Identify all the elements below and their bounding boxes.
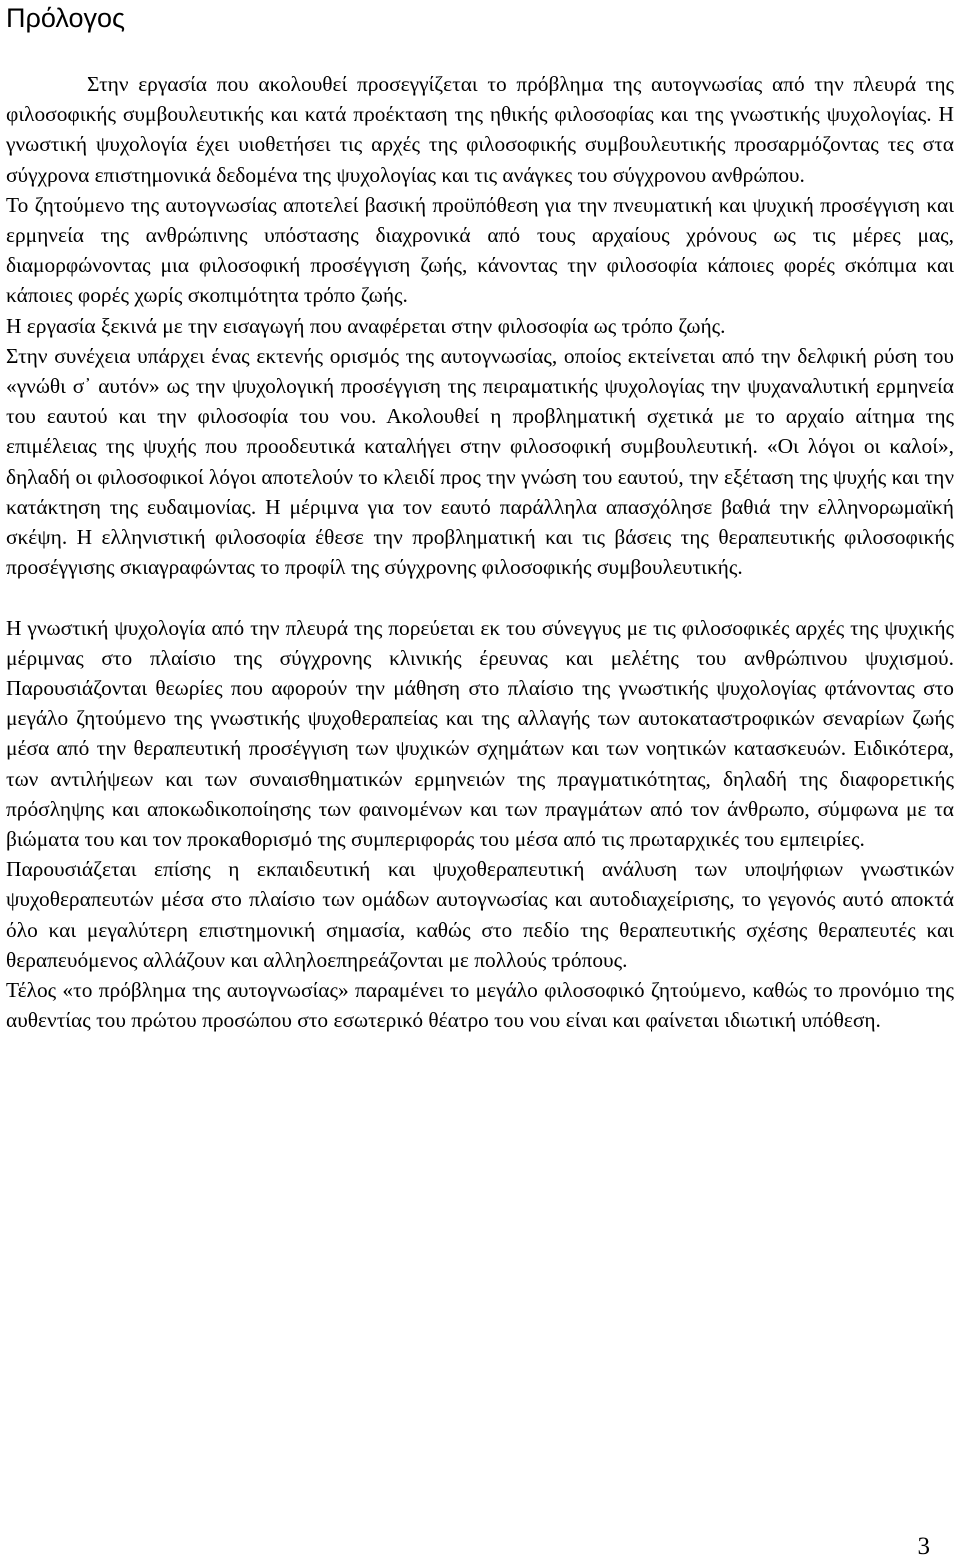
paragraph-definition: Στην συνέχεια υπάρχει ένας εκτενής ορισμός της αυτογνωσίας, οποίος εκτείνεται από την δελφική ρύση του «γνώθι σ᾽ αυτόν» ως την ψυχολογική προσέγγιση της πειραματικής ψυχολογίας την ψυχαναλυτική ερμηνεία του εαυτού και την φιλοσοφία του νου. Ακολουθεί η προβληματική σχετικά με το αρχαίο αίτημα της επιμέλειας της ψυχής που προοδευτικά καταλήγει στην φιλοσοφική συμβουλευτική. «Οι λόγοι οι καλοί», δηλαδή οι φιλοσοφικοί λόγοι αποτελούν το κλειδί προς την γνώση του εαυτού, την εξέταση της ψυχής και την κατάκτηση της ευδαιμονίας. Η μέριμνα για τον εαυτό παράλληλα απασχόλησε βαθιά την ελληνορωμαϊκή σκέψη. Η ελληνιστική φιλοσοφία έθεσε την προβληματική και τις βάσεις της θεραπευτικής φιλοσοφικής προσέγγισης σκιαγραφώντας το προφίλ της σύγχρονης φιλοσοφικής συμβουλευτικής.: [6, 343, 954, 580]
paragraph-introduction-note: Η εργασία ξεκινά με την εισαγωγή που αναφέρεται στην φιλοσοφία ως τρόπο ζωής.: [6, 313, 726, 338]
paragraph-intro: Στην εργασία που ακολουθεί προσεγγίζεται το πρόβλημα της αυτογνωσίας από την πλευρά της φιλοσοφικής συμβουλευτικής και κατά προέκταση της ηθικής φιλοσοφίας και της γνωστικής ψυχολογίας. Η γνωστική ψυχολογία έχει υιοθετήσει τις αρχές της φιλοσοφικής συμβουλευτικής προσαρμόζοντας τες στα σύγχρονα επιστημονικά δεδομένα της ψυχολογίας και τις ανάγκες του σύγχρονου ανθρώπου.: [6, 72, 954, 187]
paragraph-training: Παρουσιάζεται επίσης η εκπαιδευτική και ψυχοθεραπευτική ανάλυση των υποψήφιων γνωστικών ψυχοθεραπευτών μέσα στο πλαίσιο των ομάδων αυτογνωσίας και αυτοδιαχείρισης, το γεγονός αυτό αποκτά όλο και μεγαλύτερη επιστημονική σημασία, καθώς στο πεδίο της θεραπευτικής σχέσης θεραπευτές και θεραπευόμενος αλλάζουν και αλληλοεπηρεάζονται με πολλούς τρόπους.: [6, 857, 954, 972]
spacer: [6, 35, 954, 69]
document-body: [6, 69, 954, 1035]
paragraph-gap: [6, 582, 954, 612]
paragraph-cognitive-psychology: Η γνωστική ψυχολογία από την πλευρά της πορεύεται εκ του σύνεγγυς με τις φιλοσοφικές αρχές της ψυχικής μέριμνας στο πλαίσιο της σύγχρονης κλινικής έρευνας και μελέτης του ανθρώπινου ψυχισμού. Παρουσιάζονται θεωρίες που αφορούν την μάθηση στο πλαίσιο της γνωστικής ψυχολογίας φτάνοντας στο μεγάλο ζητούμενο της γνωστικής ψυχοθεραπείας και της αλλαγής των αυτοκαταστροφικών σεναρίων ζωής μέσα από την θεραπευτική προσέγγιση των ψυχικών σχημάτων και των νοητικών κατασκευών. Ειδικότερα, των αντιλήψεων και των συναισθηματικών ερμηνειών της πραγματικότητας, δηλαδή της διαφορετικής πρόσληψης και αποκωδικοποίησης των φαινομένων και των πραγμάτων από τον άνθρωπο, σύμφωνα με τα βιώματα του και τον προκαθορισμό της συμπεριφοράς του μέσα από τις πρωταρχικές του εμπειρίες.: [6, 615, 954, 852]
page-title: Πρόλογος: [6, 3, 125, 33]
document-page: [6, 0, 954, 1035]
paragraph-self-knowledge: Το ζητούμενο της αυτογνωσίας αποτελεί βασική προϋπόθεση για την πνευματική και ψυχική προσέγγιση και ερμηνεία της ανθρώπινης υπόστασης διαχρονικά από τους αρχαίους χρόνους ως τις μέρες μας, διαμορφώνοντας μια φιλοσοφική προσέγγιση ζωής, κάνοντας την φιλοσοφία κάποιες φορές σκόπιμα και κάποιες φορές χωρίς σκοπιμότητα τρόπο ζωής.: [6, 192, 954, 308]
page-number: 3: [917, 1533, 930, 1560]
paragraph-conclusion: Τέλος «το πρόβλημα της αυτογνωσίας» παραμένει το μεγάλο φιλοσοφικό ζητούμενο, καθώς το προνόμιο της αυθεντίας του πρώτου προσώπου στο εσωτερικό θέατρο του νου είναι και φαίνεται ιδιωτική υπόθεση.: [6, 978, 954, 1033]
